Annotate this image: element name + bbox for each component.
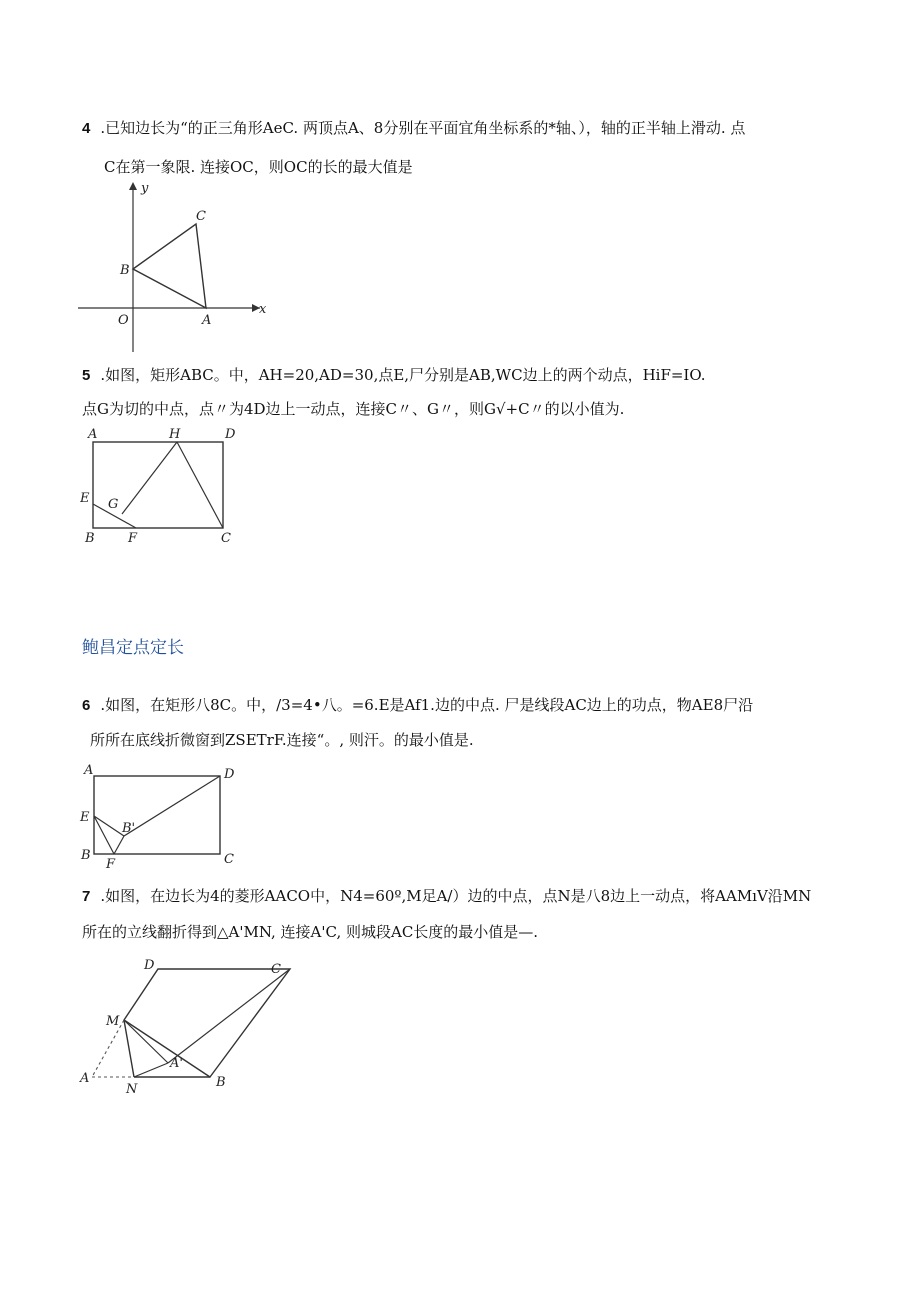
label-b: B [216,1075,226,1090]
label-g: G [108,497,119,512]
problem-5-line-1 [82,365,706,386]
label-n: N [126,1082,138,1097]
label-b: B [81,848,91,863]
label-c: C [271,962,281,977]
problem-7-text-1: .如图，在边长为4的菱形AACO中，N4=60º,M足A/）边的中点，点N是八8边上一动点，将AAMıV沿MN [100,887,812,905]
problem-6-number: 6 [82,697,91,714]
problem-7-line-1 [82,886,811,907]
segment-b-prime-d [124,776,220,836]
label-a: A [202,313,212,328]
label-c: C [196,209,206,224]
label-f: F [128,531,138,546]
section-title: 鲍昌定点定长 [82,638,184,658]
problem-6-text-1: .如图，在矩形八8C。中，/3=4•八。=6.E是Af1.边的中点. 尸是线段AC边上的功点，物AE8尸沿 [100,696,754,714]
problem-5-number: 5 [82,367,91,384]
label-c: C [221,531,231,546]
label-e: E [80,491,90,506]
problem-5-text-1: .如图，矩形ABC。中，AH=20,AD=30,点E,尸分别是AB,WC边上的两个动点，HiF=IO. [100,366,706,384]
rhombus-outline [124,969,290,1077]
problem-7-line-2: 所在的立线翻折得到△A'MN, 连接A'C, 则城段AC长度的最小值是—. [82,923,539,941]
problem-6-line-1 [82,695,753,716]
label-m: M [106,1014,120,1029]
label-f: F [106,857,116,870]
segment-n-a-prime [134,1063,168,1077]
problem-6-line-2: 所所在底线折微窗到ZSETrF.连接“。, 则汗。的最小值是. [90,731,474,749]
y-axis-arrow [129,182,137,190]
label-a: A [84,763,94,778]
segment-a-prime-c [168,969,290,1063]
label-o: O [118,313,129,328]
segment-fb-prime [114,836,124,854]
problem-4-number: 4 [82,120,91,137]
figure-7 [78,955,298,1100]
label-b: B [85,531,95,546]
segment-ef [94,816,114,854]
triangle-abc [133,224,206,308]
problem-4-text-1: .已知边长为“的正三角形AeC. 两顶点A、8分别在平面宜角坐标系的*轴、），轴的正半轴上滑动. 点 [100,119,746,137]
label-a: A [80,1071,90,1086]
label-h: H [169,427,181,442]
label-a: A [88,427,98,442]
segment-hc [177,442,223,528]
label-b: B [120,263,130,278]
figure-6 [78,760,248,870]
label-d: D [144,958,155,973]
label-b-prime: B' [122,821,136,836]
label-y: y [141,181,149,196]
label-d: D [224,767,235,782]
problem-4-line-1 [82,118,745,139]
segment-eb-prime [94,816,124,836]
label-a-prime: A' [170,1056,183,1071]
label-e: E [80,810,90,825]
figure-4 [78,180,278,352]
figure-5 [80,424,240,548]
problem-5-line-2: 点G为切的中点，点〃为4D边上一动点，连接C〃、G〃，则G√+C〃的以小值为. [82,400,625,418]
segment-gh [122,442,177,514]
problem-7-number: 7 [82,888,91,905]
label-d: D [225,427,236,442]
label-x: x [259,302,267,317]
label-c: C [224,852,234,867]
problem-4-line-2: C在第一象限. 连接OC，则OC的长的最大值是 [104,158,413,176]
